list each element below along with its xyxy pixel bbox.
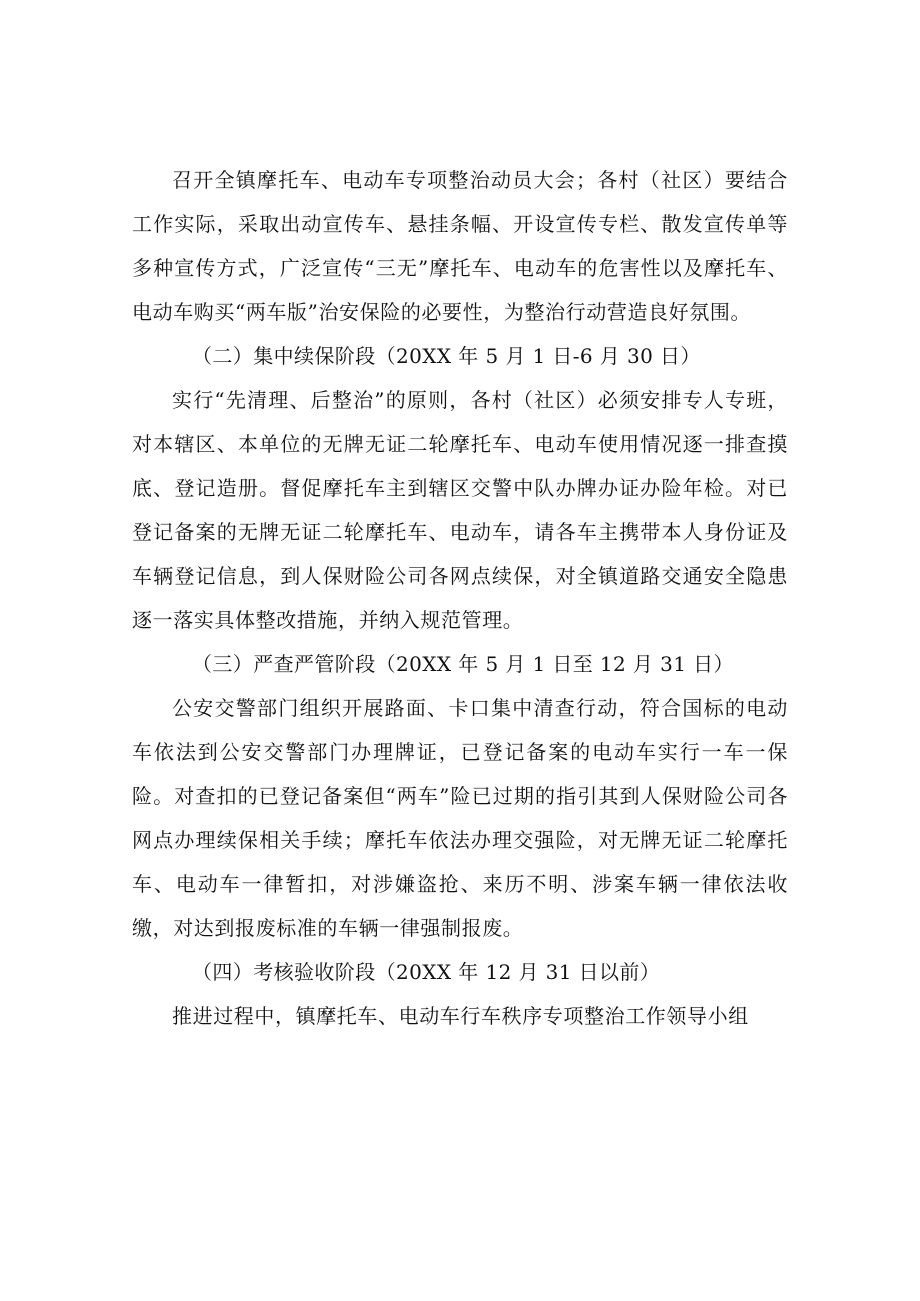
document-body — [132, 158, 788, 1038]
paragraph-inspection: 公安交警部门组织开展路面、卡口集中清查行动，符合国标的电动车依法到公安交警部门办理牌证，已登记备案的电动车实行一车一保险。对查扣的已登记备案但“两车”险已过期的指引其到人保财险公司各网点办理续保相关手续；摩托车依法办理交强险，对无牌无证二轮摩托车、电动车一律暂扣，对涉嫌盗抢、来历不明、涉案车辆一律依法收缴，对达到报废标准的车辆一律强制报废。 — [132, 696, 788, 940]
paragraph-publicity: 召开全镇摩托车、电动车专项整治动员大会；各村（社区）要结合工作实际，采取出动宣传车、悬挂条幅、开设宣传专栏、散发宣传单等多种宣传方式，广泛宣传“三无”摩托车、电动车的危害性以及摩托车、电动车购买“两车版”治安保险的必要性，为整治行动营造良好氛围。 — [132, 168, 788, 324]
section-heading-inspection: （三）严查严管阶段（20XX 年 5 月 1 日至 12 月 31 日） — [192, 652, 734, 676]
section-heading-renewal: （二）集中续保阶段（20XX 年 5 月 1 日-6 月 30 日） — [192, 344, 701, 368]
section-heading-acceptance: （四）考核验收阶段（20XX 年 12 月 31 日以前） — [192, 960, 661, 984]
paragraph-renewal: 实行“先清理、后整治”的原则，各村（社区）必须安排专人专班，对本辖区、本单位的无牌无证二轮摩托车、电动车使用情况逐一排查摸底、登记造册。督促摩托车主到辖区交警中队办牌办证办险年检。对已登记备案的无牌无证二轮摩托车、电动车，请各车主携带本人身份证及车辆登记信息，到人保财险公司各网点续保，对全镇道路交通安全隐患逐一落实具体整改措施，并纳入规范管理。 — [132, 388, 788, 632]
paragraph-acceptance: 推进过程中，镇摩托车、电动车行车秩序专项整治工作领导小组 — [172, 1004, 749, 1028]
